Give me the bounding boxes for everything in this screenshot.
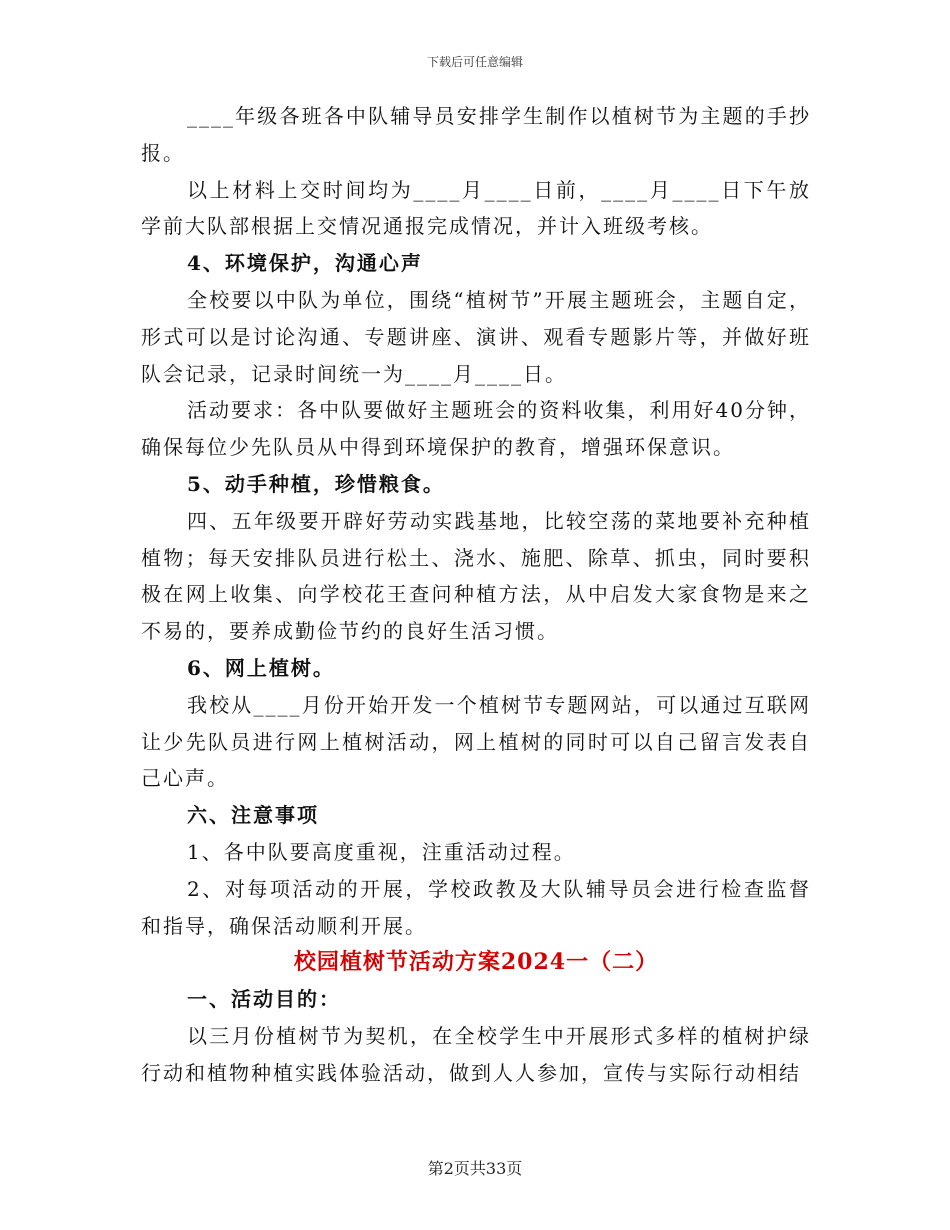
paragraph-website: 我校从____月份开始开发一个植树节专题网站，可以通过互联网让少先队员进行网上植树活动，网上植树的同时可以自己留言发表自己心声。 <box>141 692 811 791</box>
paragraph-activity-purpose: 以三月份植树节为契机，在全校学生中开展形式多样的植树护绿行动和植物种植实践体验活动，做到人人参加，宣传与实际行动相结 <box>141 1023 811 1085</box>
heading-hands-on-planting: 5、动手种植，珍惜粮食。 <box>187 471 445 496</box>
paragraph-class-meeting: 全校要以中队为单位，围绕“植树节”开展主题班会，主题自定，形式可以是讨论沟通、专题讲座、演讲、观看专题影片等，并做好班队会记录，记录时间统一为____月____日。 <box>141 287 811 386</box>
paragraph-submission-deadline: 以上材料上交时间均为____月____日前，____月____日下午放学前大队部根据上交情况通报完成情况，并计入班级考核。 <box>141 177 811 239</box>
paragraph-handwritten-newspaper: ____年级各班各中队辅导员安排学生制作以植树节为主题的手抄报。 <box>141 104 811 165</box>
heading-activity-purpose: 一、活动目的： <box>187 987 341 1012</box>
paragraph-labor-practice-base: 四、五年级要开辟好劳动实践基地，比较空荡的菜地要补充种植植物；每天安排队员进行松土、浇水、施肥、除草、抓虫，同时要积极在网上收集、向学校花王查问种植方法，从中启发大家食物是来之不易的，要养成勤俭节约的良好生活习惯。 <box>141 508 811 644</box>
section-title: 校园植树节活动方案2024一（二） <box>293 949 659 976</box>
heading-environmental-protection: 4、环境保护，沟通心声 <box>187 251 423 276</box>
document-body <box>141 98 811 1092</box>
paragraph-activity-requirements: 活动要求：各中队要做好主题班会的资料收集，利用好40分钟，确保每位少先队员从中得到环境保护的教育，增强环保意识。 <box>141 398 811 460</box>
paragraph-note-1: 1、各中队要高度重视，注重活动过程。 <box>187 839 576 864</box>
heading-online-tree-planting: 6、网上植树。 <box>187 655 335 680</box>
heading-notes: 六、注意事项 <box>187 803 319 828</box>
paragraph-note-2: 2、对每项活动的开展，学校政教及大队辅导员会进行检查监督和指导，确保活动顺利开展。 <box>141 876 811 938</box>
page-header: 下载后可任意编辑 <box>426 55 523 69</box>
page-footer: 第2页共33页 <box>427 1159 523 1178</box>
